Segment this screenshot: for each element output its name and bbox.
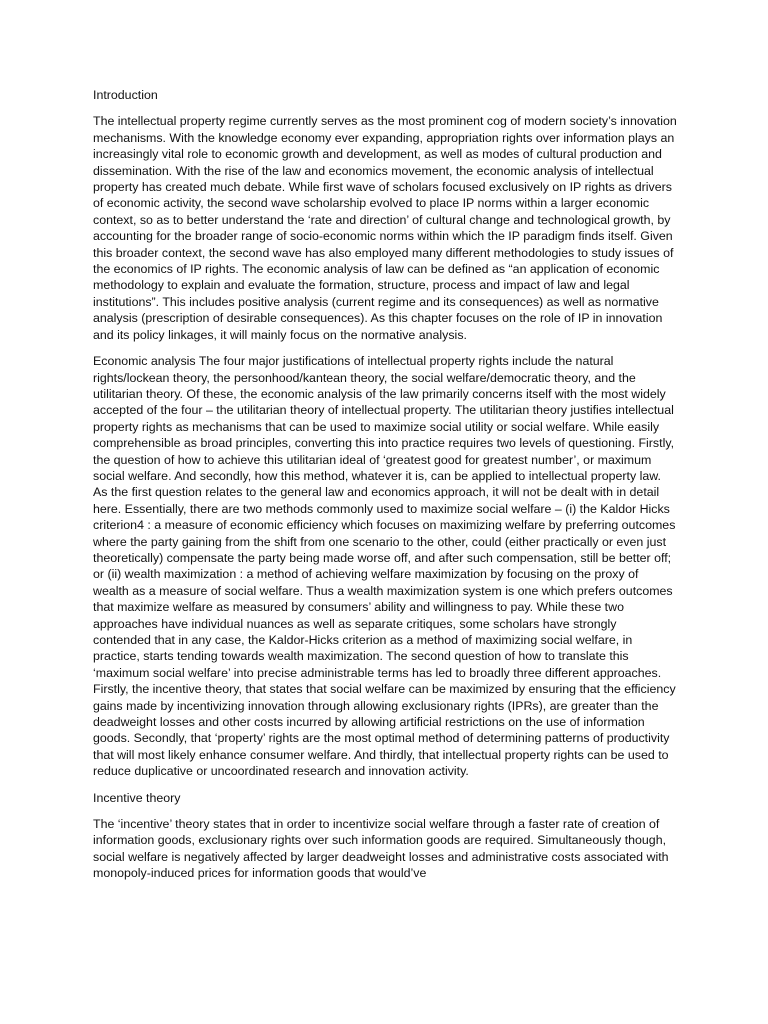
paragraph-economic-analysis: Economic analysis The four major justifications of intellectual property rights include the natural rights/lockean theory, the personhood/kantean theory, the social welfare/democratic theory, and the utilitarian theory. Of these, the economic analysis of the law primarily concerns itself with the most widely accepted of the four – the utilitarian theory of intellectual property. The utilitarian theory justifies intellectual property rights as mechanisms that can be used to maximize social utility or social welfare. While easily comprehensible as broad principles, converting this into practice requires two levels of questioning. Firstly, the question of how to achieve this utilitarian ideal of ‘greatest good for greatest number’, or maximum social welfare. And secondly, how this method, whatever it is, can be applied to intellectual property law. As the first question relates to the general law and economics approach, it will not be dealt with in detail here. Essentially, there are two methods commonly used to maximize social welfare – (i) the Kaldor Hicks criterion4 : a measure of economic efficiency which focuses on maximizing welfare by preferring outcomes where the party gaining from the shift from one scenario to the other, could (either practically or even just theoretically) compensate the party being made worse off, and after such compensation, still be better off; or (ii) wealth maximization : a method of achieving welfare maximization by focusing on the proxy of wealth as a measure of social welfare. Thus a wealth maximization system is one which prefers outcomes that maximize welfare as measured by consumers’ ability and willingness to pay. While these two approaches have individual nuances as well as separate critiques, some scholars have strongly contended that in any case, the Kaldor-Hicks criterion as a method of maximizing social welfare, in practice, starts tending towards wealth maximization. The second question of how to translate this ‘maximum social welfare’ into precise administrable terms has led to broadly three different approaches. Firstly, the incentive theory, that states that social welfare can be maximized by ensuring that the efficiency gains made by incentivizing innovation through allowing exclusionary rights (IPRs), are greater than the deadweight losses and other costs incurred by allowing artificial restrictions on the use of information goods. Secondly, that ‘property’ rights are the most optimal method of determining patterns of productivity that will most likely enhance consumer welfare. And thirdly, that intellectual property rights can be used to reduce duplicative or uncoordinated research and innovation activity. (93, 354, 676, 779)
heading-introduction: Introduction (93, 88, 158, 102)
heading-incentive-theory: Incentive theory (93, 790, 181, 805)
document-page (93, 87, 677, 892)
paragraph-introduction: The intellectual property regime currently serves as the most prominent cog of modern society’s innovation mechanisms. With the knowledge economy ever expanding, appropriation rights over information plays an increasingly vital role to economic growth and development, as well as modes of cultural production and dissemination. With the rise of the law and economics movement, the economic analysis of intellectual property has created much debate. While first wave of scholars focused exclusively on IP rights as drivers of economic activity, the second wave scholarship evolved to place IP norms within a larger economic context, so as to better understand the ‘rate and direction’ of cultural change and technological growth, by accounting for the broader range of socio-economic norms within which the IP paradigm finds itself. Given this broader context, the second wave has also employed many different methodologies to study issues of the economics of IP rights. The economic analysis of law can be defined as “an application of economic methodology to explain and evaluate the formation, structure, process and impact of law and legal institutions”. This includes positive analysis (current regime and its consequences) as well as normative analysis (prescription of desirable consequences). As this chapter focuses on the role of IP in innovation and its policy linkages, it will mainly focus on the normative analysis. (93, 114, 677, 342)
paragraph-incentive-theory: The ‘incentive’ theory states that in order to incentivize social welfare through a faster rate of creation of information goods, exclusionary rights over such information goods are required. Simultaneously though, social welfare is negatively affected by larger deadweight losses and administrative costs associated with monopoly-induced prices for information goods that would’ve (93, 817, 669, 881)
